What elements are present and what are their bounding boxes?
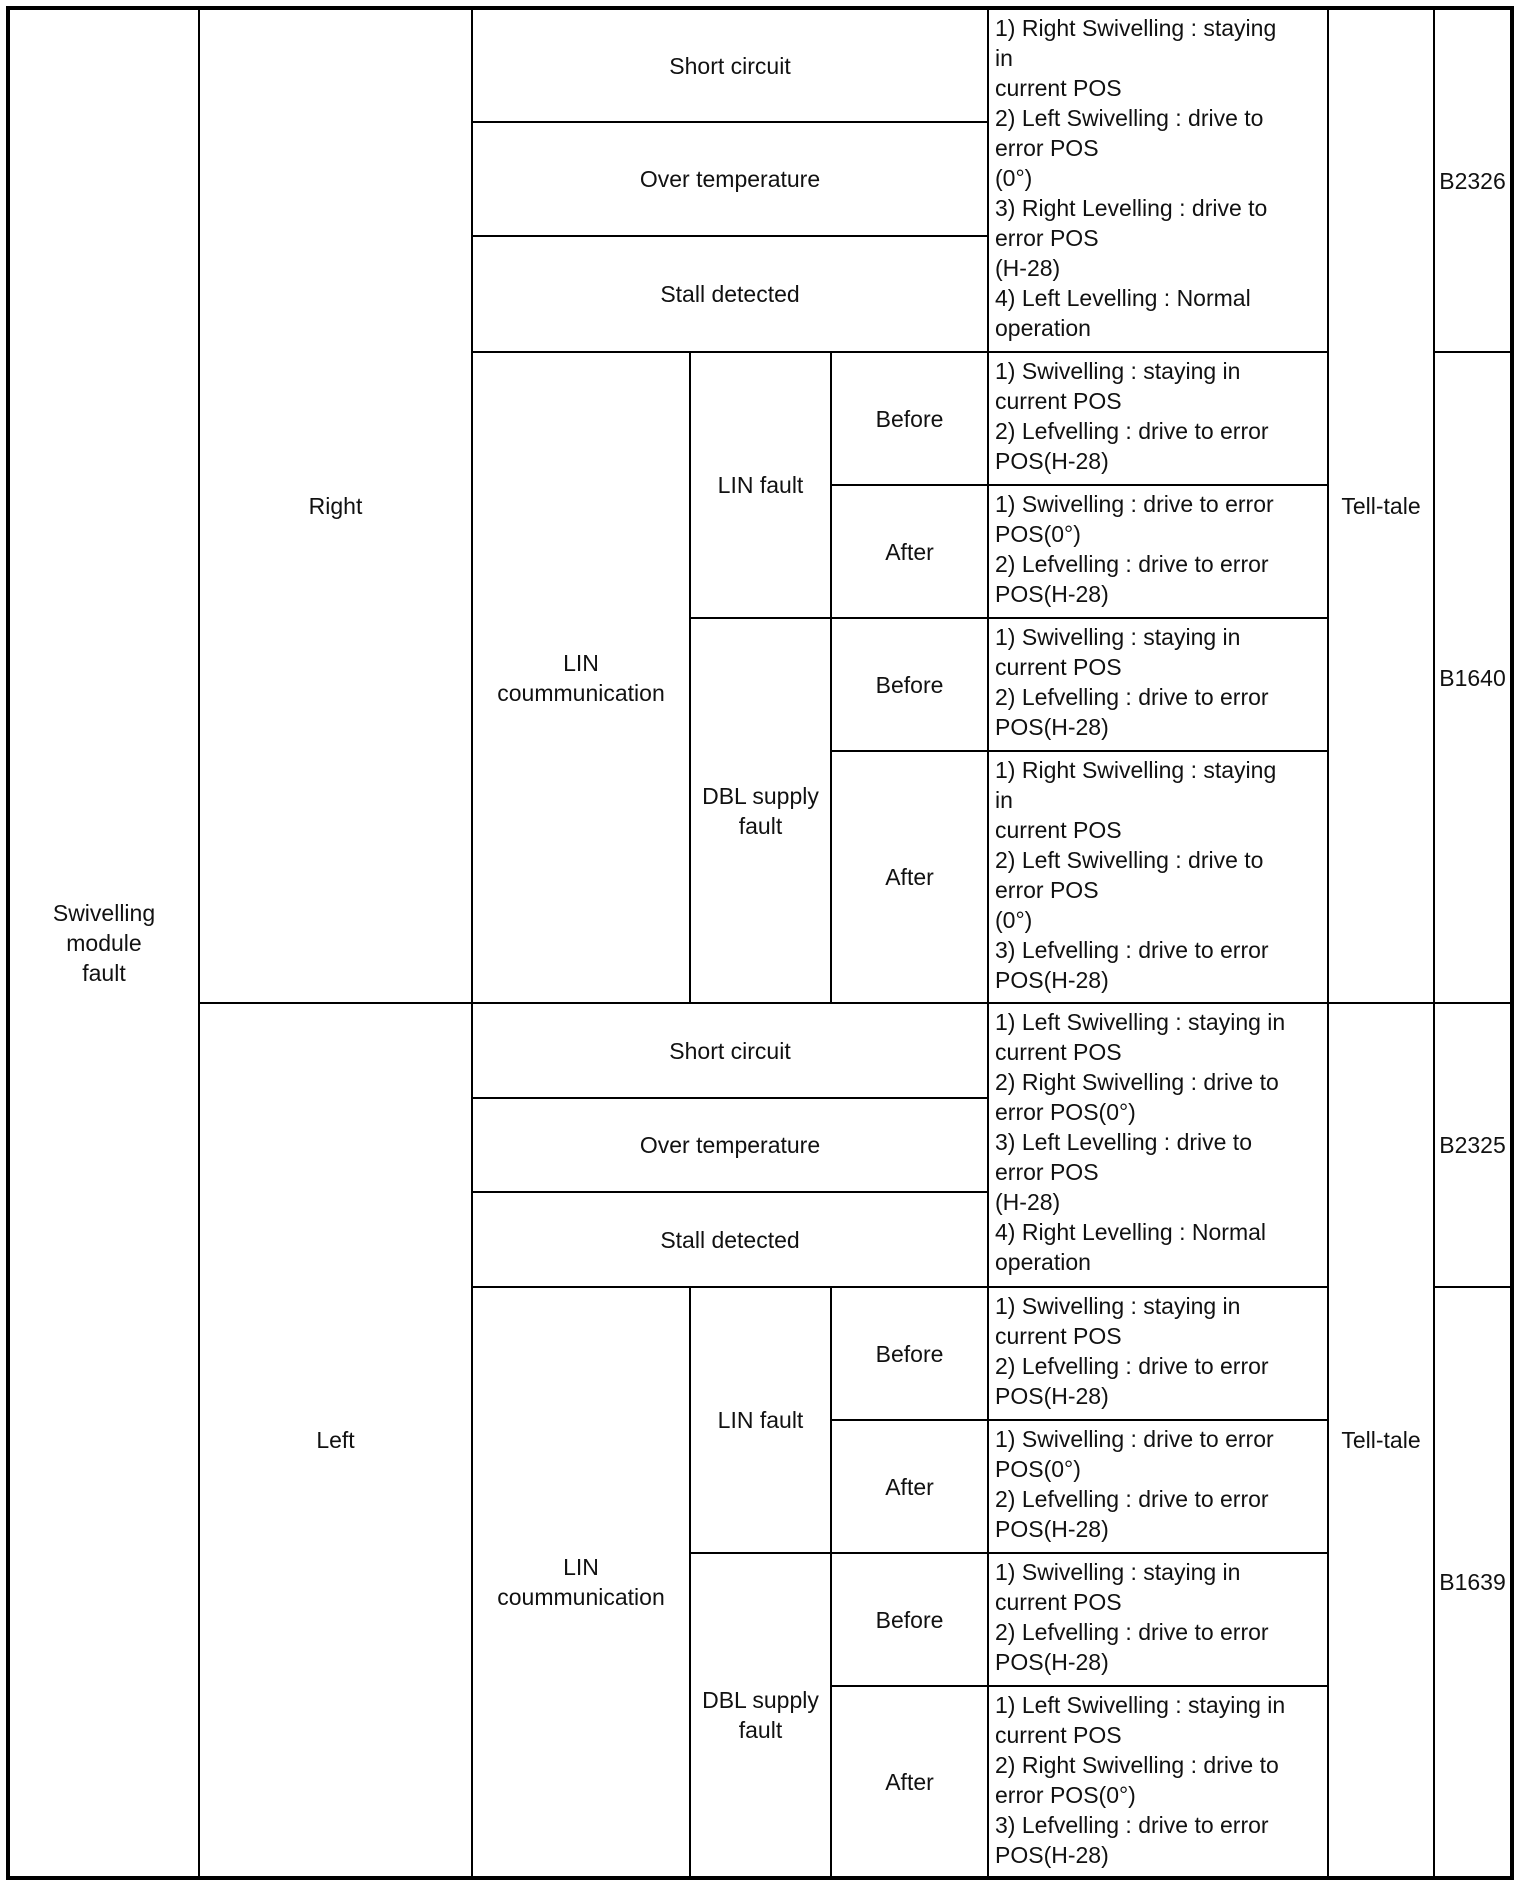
right-lin-before-description: 1) Swivelling : staying in current POS 2) Lefvelling : drive to error POS(H-28)	[988, 352, 1328, 485]
left-lin-before: Before	[831, 1287, 988, 1420]
left-motor-description: 1) Left Swivelling : staying in current POS 2) Right Swivelling : drive to error POS(0°) 3) Left Levelling : drive to error POS (H-28) 4) Right Levelling : Normal operation	[988, 1003, 1328, 1287]
left-dtc-lin: B1639	[1434, 1287, 1512, 1878]
side-left: Left	[199, 1003, 472, 1878]
right-lin-after: After	[831, 485, 988, 618]
left-stall-detected: Stall detected	[472, 1192, 988, 1287]
right-lin-after-description: 1) Swivelling : drive to error POS(0°) 2) Lefvelling : drive to error POS(H-28)	[988, 485, 1328, 618]
right-dbl-before-description: 1) Swivelling : staying in current POS 2) Lefvelling : drive to error POS(H-28)	[988, 618, 1328, 751]
fault-name-cell	[8, 8, 199, 1878]
right-lin-fault: LIN fault	[690, 352, 831, 618]
left-dbl-after-description: 1) Left Swivelling : staying in current POS 2) Right Swivelling : drive to error POS(0°) 3) Lefvelling : drive to error POS(H-28)	[988, 1686, 1328, 1878]
left-dbl-after: After	[831, 1686, 988, 1878]
left-short-circuit: Short circuit	[472, 1003, 988, 1098]
right-dtc-motor: B2326	[1434, 8, 1512, 352]
right-lin-communication: LIN coummunication	[472, 352, 690, 1003]
fault-name-line: module	[66, 930, 142, 956]
side-right: Right	[199, 8, 472, 1003]
right-dtc-lin: B1640	[1434, 352, 1512, 1003]
right-motor-description: 1) Right Swivelling : staying in current POS 2) Left Swivelling : drive to error POS (0°) 3) Right Levelling : drive to error POS (H-28) 4) Left Levelling : Normal operation	[988, 8, 1328, 352]
right-over-temperature: Over temperature	[472, 122, 988, 236]
fault-name-line: fault	[82, 960, 126, 986]
right-stall-detected: Stall detected	[472, 236, 988, 352]
right-dbl-after-description: 1) Right Swivelling : staying in current POS 2) Left Swivelling : drive to error POS (0°) 3) Lefvelling : drive to error POS(H-28)	[988, 751, 1328, 1003]
left-over-temperature: Over temperature	[472, 1098, 988, 1192]
left-lin-after-description: 1) Swivelling : drive to error POS(0°) 2) Lefvelling : drive to error POS(H-28)	[988, 1420, 1328, 1553]
right-dbl-before: Before	[831, 618, 988, 751]
left-lin-fault: LIN fault	[690, 1287, 831, 1553]
left-dtc-motor: B2325	[1434, 1003, 1512, 1287]
left-dbl-before: Before	[831, 1553, 988, 1686]
left-dbl-supply-fault: DBL supply fault	[690, 1553, 831, 1878]
left-lin-communication: LIN coummunication	[472, 1287, 690, 1878]
fault-table	[6, 6, 1514, 1880]
right-dbl-supply-fault: DBL supply fault	[690, 618, 831, 1003]
left-dbl-before-description: 1) Swivelling : staying in current POS 2) Lefvelling : drive to error POS(H-28)	[988, 1553, 1328, 1686]
right-dbl-after: After	[831, 751, 988, 1003]
left-warning: Tell-tale	[1328, 1003, 1434, 1878]
right-short-circuit: Short circuit	[472, 8, 988, 122]
left-lin-before-description: 1) Swivelling : staying in current POS 2) Lefvelling : drive to error POS(H-28)	[988, 1287, 1328, 1420]
right-warning: Tell-tale	[1328, 8, 1434, 1003]
fault-name-line: Swivelling	[52, 900, 156, 926]
left-lin-after: After	[831, 1420, 988, 1553]
right-lin-before: Before	[831, 352, 988, 485]
